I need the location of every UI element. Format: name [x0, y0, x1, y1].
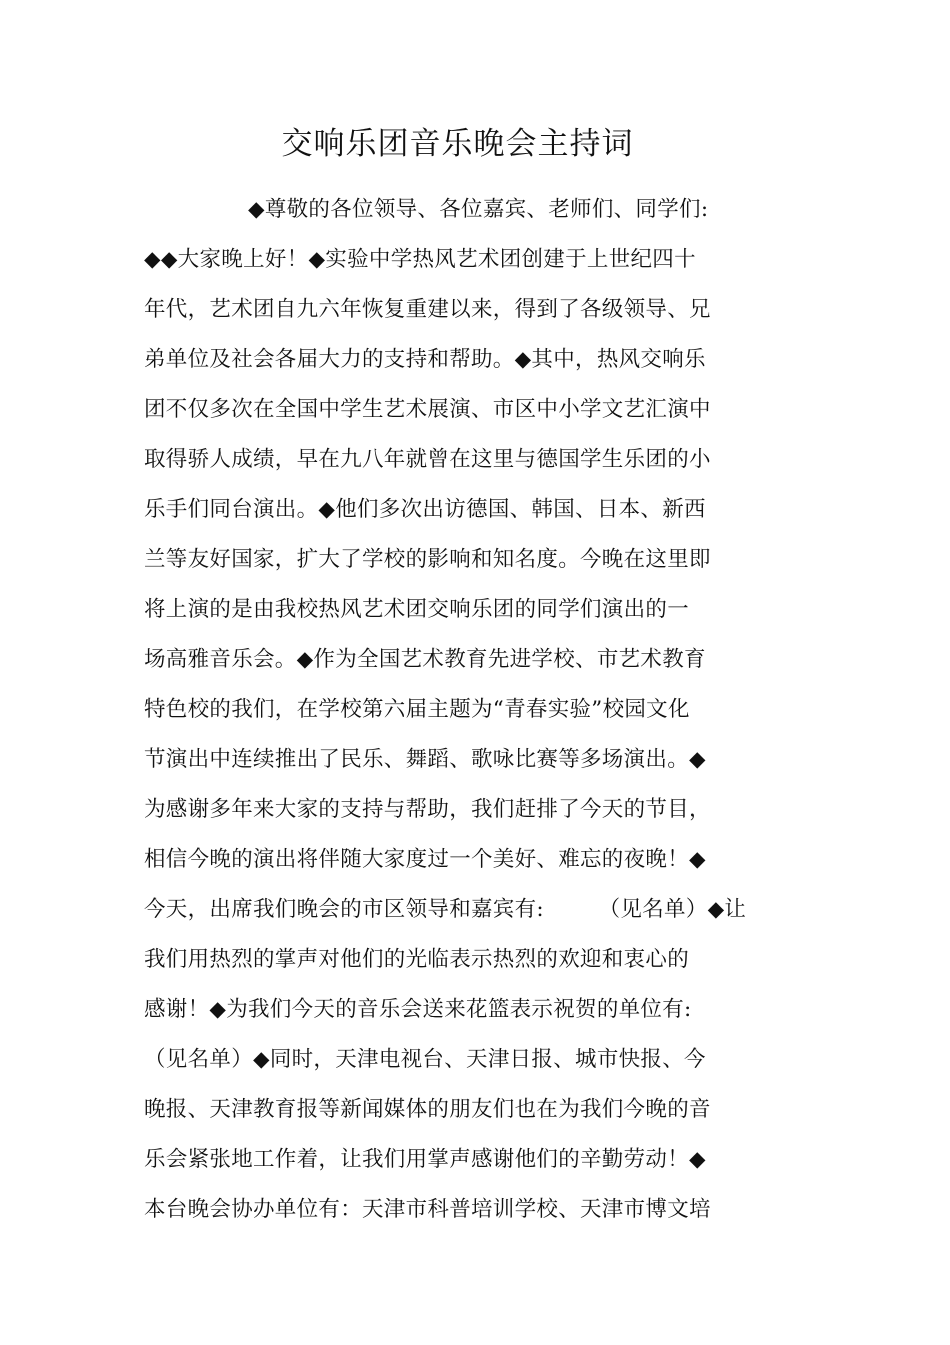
- paragraph-line: 我们用热烈的掌声对他们的光临表示热烈的欢迎和衷心的: [144, 947, 690, 972]
- paragraph-line: 将上演的是由我校热风艺术团交响乐团的同学们演出的一: [144, 597, 690, 622]
- page-title: 交响乐团音乐晚会主持词: [281, 126, 634, 162]
- paragraph-line: 兰等友好国家，扩大了学校的影响和知名度。今晚在这里即: [144, 547, 711, 572]
- paragraph-line: 节演出中连续推出了民乐、舞蹈、歌咏比赛等多场演出。◆: [144, 747, 706, 772]
- paragraph-line: 相信今晚的演出将伴随大家度过一个美好、难忘的夜晚！◆: [144, 847, 706, 872]
- paragraph-line: 今天，出席我们晚会的市区领导和嘉宾有: （见名单）◆让: [144, 897, 747, 922]
- paragraph-line: 感谢！◆为我们今天的音乐会送来花篮表示祝贺的单位有:: [144, 997, 692, 1022]
- paragraph-line: 本台晚会协办单位有：天津市科普培训学校、天津市博文培: [144, 1197, 711, 1222]
- paragraph-line: 晚报、天津教育报等新闻媒体的朋友们也在为我们今晚的音: [144, 1097, 711, 1122]
- paragraph-line: ◆◆大家晚上好！◆实验中学热风艺术团创建于上世纪四十: [144, 247, 696, 272]
- paragraph-line: 乐会紧张地工作着，让我们用掌声感谢他们的辛勤劳动！◆: [144, 1147, 706, 1172]
- paragraph-line: 乐手们同台演出。◆他们多次出访德国、韩国、日本、新西: [144, 497, 706, 522]
- paragraph-line: 取得骄人成绩，早在九八年就曾在这里与德国学生乐团的小: [144, 447, 711, 472]
- paragraph-line: ◆尊敬的各位领导、各位嘉宾、老师们、同学们:: [248, 197, 709, 222]
- paragraph-line: 场高雅音乐会。◆作为全国艺术教育先进学校、市艺术教育: [144, 647, 706, 672]
- paragraph-line: 团不仅多次在全国中学生艺术展演、市区中小学文艺汇演中: [144, 397, 711, 422]
- paragraph-line: 弟单位及社会各届大力的支持和帮助。◆其中，热风交响乐: [144, 347, 706, 372]
- paragraph-line: 为感谢多年来大家的支持与帮助，我们赶排了今天的节目，: [144, 797, 711, 822]
- paragraph-line: 特色校的我们，在学校第六届主题为“青春实验”校园文化: [144, 697, 690, 722]
- paragraph-line: （见名单）◆同时，天津电视台、天津日报、城市快报、今: [144, 1047, 706, 1072]
- paragraph-line: 年代，艺术团自九六年恢复重建以来，得到了各级领导、兄: [144, 297, 711, 322]
